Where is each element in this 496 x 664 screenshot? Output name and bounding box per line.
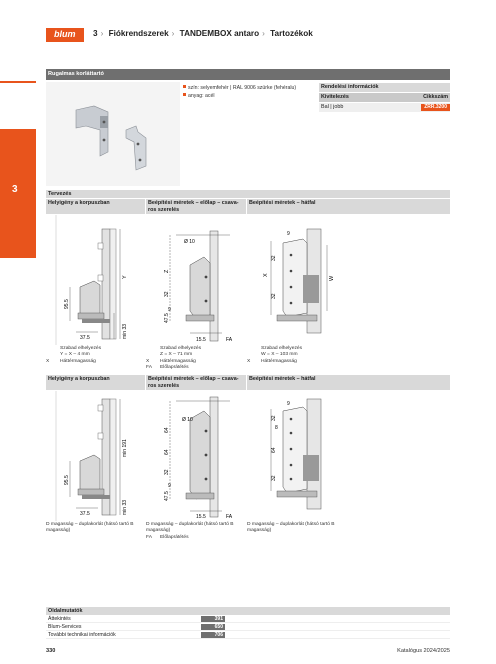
dim-label: 32 <box>164 291 170 297</box>
s1-drawing-space <box>46 215 145 345</box>
breadcrumb-item[interactable]: TANDEMBOX antaro <box>179 29 260 38</box>
page-ref-row[interactable]: Blum-Services 650 <box>46 624 450 631</box>
ordering-title: Rendelési információk <box>319 83 450 92</box>
dim-label: X <box>263 273 269 277</box>
blum-logo: blum <box>46 28 84 42</box>
dim-label: 9 <box>168 307 171 313</box>
ordering-header: Kivitelezés Cikkszám <box>321 94 448 100</box>
dim-label: 9 <box>287 401 290 407</box>
breadcrumb <box>93 29 313 38</box>
dim-label: 64 <box>164 449 170 455</box>
page-ref-number[interactable]: 391 <box>201 616 225 622</box>
s2-col1-title: Helyigény a korpuszban <box>46 375 145 390</box>
dim-label: 32 <box>271 475 277 481</box>
spec-material: anyag: acél <box>183 92 296 100</box>
dim-label: 32 <box>164 469 170 475</box>
s1-col1-notes: Szabad elhelyezés Y = X – 4 mm X Háttérmagasság <box>46 346 102 364</box>
page-number: 330 <box>46 648 56 654</box>
chapter-tab: 3 <box>0 129 36 258</box>
chevron-right-icon: › <box>171 29 175 38</box>
dim-label: min 33 <box>122 499 128 515</box>
dim-label: 8 <box>275 425 278 431</box>
chevron-right-icon: › <box>262 29 265 38</box>
s1-col2-title: Beépítési méretek – előlap – csava-ros szerelés <box>146 199 246 214</box>
ordering-row: Bal | jobb ZRR.3200 <box>319 103 450 112</box>
s1-col2-notes: Szabad elhelyezés Z = X – 71 mm X Háttérmagasság FA Előlaprátétés <box>146 346 202 371</box>
chevron-right-icon: › <box>100 29 104 38</box>
s2-drawing-space <box>46 391 145 521</box>
s2-col2-title: Beépítési méretek – előlap – csava-ros szerelés <box>146 375 246 390</box>
dim-label: W <box>329 275 335 281</box>
catalog-label: Katalógus 2024/2025 <box>397 648 450 654</box>
dim-label: Ø 10 <box>184 239 195 245</box>
dim-label: min 191 <box>122 439 128 457</box>
breadcrumb-item[interactable]: Fiókrendszerek <box>108 29 169 38</box>
dim-label: 32 <box>271 255 277 261</box>
dim-label: Y <box>122 275 128 279</box>
dim-label: 15.5 <box>196 337 206 343</box>
dim-label: 47.5 <box>164 313 170 323</box>
accent-line <box>0 81 36 83</box>
dim-label: 37.5 <box>80 335 90 341</box>
s2-col1-notes: D magasság – duplakorlát (hátsó tartó B magasság) <box>46 522 134 534</box>
dim-label: 9 <box>287 231 290 237</box>
s1-col3-title: Beépítési méretek – hátfal <box>247 199 450 214</box>
s1-col3-notes: Szabad elhelyezés W = X – 103 mm X Háttérmagasság <box>247 346 303 364</box>
product-title: Rugalmas korláttartó <box>46 69 450 80</box>
dim-label: 32 <box>271 293 277 299</box>
s2-col3-notes: D magasság – duplakorlát (hátsó tartó B magasság) <box>247 522 335 534</box>
dim-label: FA <box>226 337 233 343</box>
dim-label: min 33 <box>122 323 128 339</box>
s1-drawing-front <box>146 215 246 345</box>
product-specs <box>183 84 296 100</box>
dim-label: 37.5 <box>80 511 90 517</box>
dim-label: 9 <box>168 483 171 489</box>
page-refs-title: Oldalmutatók <box>46 607 450 615</box>
page-ref-row[interactable]: További technikai információk 706 <box>46 632 450 639</box>
page-ref-number[interactable]: 706 <box>201 632 225 638</box>
dim-label: FA <box>226 514 233 520</box>
page-ref-row[interactable]: Áttekintés 391 <box>46 616 450 623</box>
dim-label: 15.5 <box>196 514 206 520</box>
spec-color: szín: selyemfehér | RAL 9006 szürke (fehéralu) <box>183 84 296 92</box>
dim-label: Ø 10 <box>182 417 193 423</box>
dim-label: 64 <box>271 447 277 453</box>
s1-col1-title: Helyigény a korpuszban <box>46 199 145 214</box>
s2-col2-notes: D magasság – duplakorlát (hátsó tartó B magasság) FA Előlaprátétés <box>146 522 234 540</box>
dim-label: 47.5 <box>164 491 170 501</box>
breadcrumb-item[interactable]: Tartozékok <box>270 29 313 38</box>
product-image <box>46 82 180 186</box>
dim-label: 95.5 <box>64 299 70 309</box>
s2-drawing-back <box>247 391 347 521</box>
dim-label: 32 <box>271 415 277 421</box>
s2-drawing-front <box>146 391 246 521</box>
s2-col3-title: Beépítési méretek – hátfal <box>247 375 450 390</box>
s1-drawing-back <box>247 215 347 345</box>
article-code[interactable]: ZRR.3200 <box>421 104 450 111</box>
planning-title: Tervezés <box>46 190 450 198</box>
dim-label: 64 <box>164 427 170 433</box>
page-ref-number[interactable]: 650 <box>201 624 225 630</box>
dim-label: Z <box>164 269 170 273</box>
breadcrumb-chapter: 3 <box>93 29 98 38</box>
dim-label: 95.5 <box>64 475 70 485</box>
